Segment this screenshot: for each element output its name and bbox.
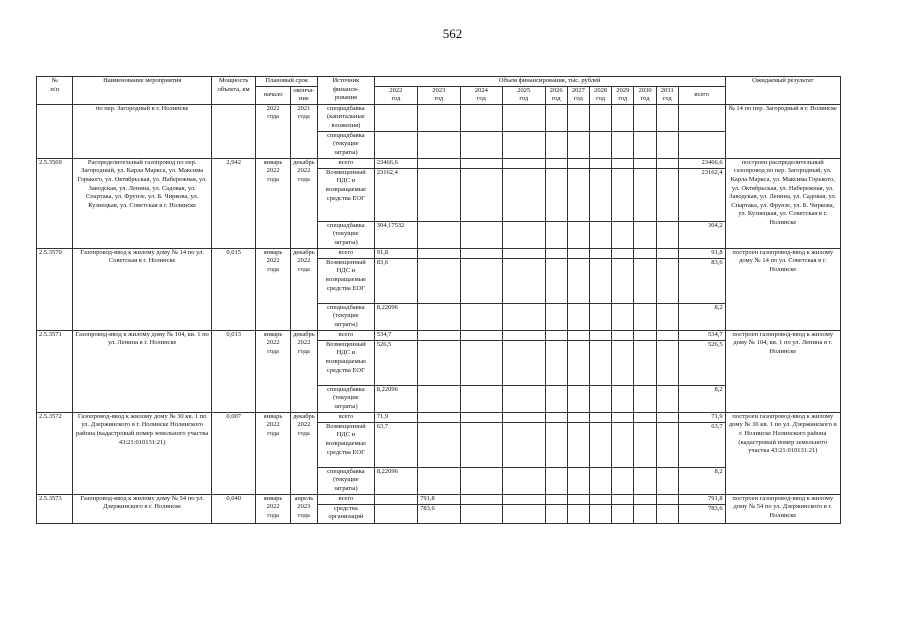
year-cell-empty xyxy=(567,467,589,494)
year-cell-2022 xyxy=(374,131,417,158)
year-cell-empty xyxy=(503,131,545,158)
year-cell-empty xyxy=(656,303,678,330)
table-row xyxy=(37,248,841,258)
item-name: Газопровод-ввод к жилому дому № 30 кв. 1 по ул. Дзержинского в г. Нолинске Нолинского района (кадастровый номер земельного участка 43:21:010131:21) xyxy=(73,412,212,494)
year-cell-empty xyxy=(612,494,634,504)
year-cell-empty xyxy=(612,340,634,385)
item-num: 2.5.3573 xyxy=(37,494,73,523)
item-result: построен газопровод-ввод к жилому дому № 14 по ул. Советская в г. Нолинске xyxy=(725,248,840,330)
year-cell-empty xyxy=(634,104,656,131)
year-cell-empty xyxy=(545,104,567,131)
year-cell-empty xyxy=(656,221,678,248)
year-cell-empty xyxy=(656,248,678,258)
year-cell-empty xyxy=(589,131,611,158)
item-start: январь 2022 года xyxy=(256,494,290,523)
year-cell-empty xyxy=(612,168,634,221)
source-cell: всего xyxy=(318,412,375,422)
table-row xyxy=(37,158,841,168)
cont-capacity xyxy=(211,104,255,158)
item-capacity: 0,007 xyxy=(211,412,255,494)
year-cell-empty xyxy=(612,504,634,523)
item-capacity: 0,013 xyxy=(211,330,255,412)
year-cell-2022: 23466,6 xyxy=(374,158,417,168)
year-cell-2023: 783,6 xyxy=(418,504,460,523)
header-year-2031: 2031 год xyxy=(656,86,678,104)
total-cell: 71,9 xyxy=(678,412,725,422)
total-cell: 63,7 xyxy=(678,422,725,467)
source-cell: спецнадбавка (текущие затраты) xyxy=(318,303,375,330)
item-name: Газопровод-ввод к жилому дому № 104, кв. 1 по ул. Ленина в г. Нолинске xyxy=(73,330,212,412)
year-cell-empty xyxy=(589,104,611,131)
total-cell: 526,5 xyxy=(678,340,725,385)
year-cell-empty xyxy=(567,340,589,385)
header-term-end: оконча- ние xyxy=(290,86,317,104)
year-cell-empty xyxy=(567,158,589,168)
table-row xyxy=(37,494,841,504)
year-cell-2022 xyxy=(374,494,417,504)
year-cell-empty xyxy=(545,258,567,303)
header-result: Ожидаемый результат xyxy=(725,77,840,105)
year-cell-empty xyxy=(567,168,589,221)
year-cell-empty xyxy=(503,330,545,340)
year-cell-empty xyxy=(589,248,611,258)
item-name: Газопровод-ввод к жилому дому № 54 по ул. Дзержинского в г. Нолинске xyxy=(73,494,212,523)
total-cell: 91,8 xyxy=(678,248,725,258)
year-cell-empty xyxy=(589,330,611,340)
item-end: декабрь 2022 года xyxy=(290,158,317,248)
year-cell-2023 xyxy=(418,385,460,412)
year-cell-empty xyxy=(634,131,656,158)
year-cell-empty xyxy=(567,303,589,330)
source-cell: всего xyxy=(318,494,375,504)
year-cell-empty xyxy=(567,258,589,303)
year-cell-2023 xyxy=(418,158,460,168)
year-cell-empty xyxy=(503,168,545,221)
year-cell-empty xyxy=(567,412,589,422)
header-term: Плановый срок xyxy=(256,77,318,87)
header-year-2025: 2025 год xyxy=(503,86,545,104)
source-cell: средства организаций xyxy=(318,504,375,523)
year-cell-2022: 526,5 xyxy=(374,340,417,385)
item-capacity: 2,942 xyxy=(211,158,255,248)
year-cell-empty xyxy=(634,248,656,258)
header-year-2022: 2022 год xyxy=(374,86,417,104)
year-cell-2023 xyxy=(418,412,460,422)
financing-table xyxy=(36,76,841,524)
year-cell-empty xyxy=(545,330,567,340)
item-start: январь 2022 года xyxy=(256,412,290,494)
year-cell-empty xyxy=(612,422,634,467)
item-num: 2.5.3572 xyxy=(37,412,73,494)
year-cell-2023 xyxy=(418,340,460,385)
year-cell-empty xyxy=(503,504,545,523)
year-cell-empty xyxy=(567,131,589,158)
year-cell-empty xyxy=(460,258,502,303)
year-cell-empty xyxy=(612,248,634,258)
total-cell: 23466,6 xyxy=(678,158,725,168)
source-cell: спецнадбавка (текущие затраты) xyxy=(318,385,375,412)
total-cell: 783,6 xyxy=(678,504,725,523)
year-cell-empty xyxy=(460,221,502,248)
source-cell: всего xyxy=(318,158,375,168)
year-cell-empty xyxy=(460,104,502,131)
year-cell-empty xyxy=(589,504,611,523)
source-cell: спецнадбавка (текущие затраты) xyxy=(318,221,375,248)
table-row xyxy=(37,330,841,340)
year-cell-empty xyxy=(503,248,545,258)
header-name: Наименование мероприятия xyxy=(73,77,212,105)
year-cell-empty xyxy=(634,258,656,303)
year-cell-2022: 8,22096 xyxy=(374,303,417,330)
item-result: построен газопровод-ввод к жилому дому № 30 кв. 1 по ул. Дзержинского в г. Нолинске Нолинского района (кадастровый номер земельного участка 43:21:010131:21) xyxy=(725,412,840,494)
year-cell-2022: 63,7 xyxy=(374,422,417,467)
year-cell-empty xyxy=(634,467,656,494)
year-cell-empty xyxy=(460,467,502,494)
year-cell-empty xyxy=(503,422,545,467)
year-cell-empty xyxy=(634,221,656,248)
year-cell-empty xyxy=(567,221,589,248)
year-cell-empty xyxy=(589,422,611,467)
year-cell-empty xyxy=(460,248,502,258)
year-cell-empty xyxy=(567,330,589,340)
year-cell-empty xyxy=(656,258,678,303)
item-end: декабрь 2022 года xyxy=(290,330,317,412)
item-start: январь 2022 года xyxy=(256,158,290,248)
item-end: декабрь 2022 года xyxy=(290,412,317,494)
year-cell-empty xyxy=(503,303,545,330)
year-cell-empty xyxy=(567,248,589,258)
item-num: 2.5.3570 xyxy=(37,248,73,330)
year-cell-2022: 304,17532 xyxy=(374,221,417,248)
year-cell-empty xyxy=(656,168,678,221)
year-cell-empty xyxy=(460,385,502,412)
year-cell-empty xyxy=(545,385,567,412)
source-cell: Возмещенный НДС и возвращаемые средства ЕОГ xyxy=(318,340,375,385)
year-cell-empty xyxy=(656,340,678,385)
year-cell-empty xyxy=(589,258,611,303)
year-cell-empty xyxy=(460,303,502,330)
source-cell: Возмещенный НДС и возвращаемые средства ЕОГ xyxy=(318,168,375,221)
year-cell-empty xyxy=(612,258,634,303)
year-cell-empty xyxy=(460,131,502,158)
year-cell-empty xyxy=(589,303,611,330)
total-cell: 8,2 xyxy=(678,385,725,412)
year-cell-empty xyxy=(567,422,589,467)
year-cell-2023 xyxy=(418,303,460,330)
year-cell-empty xyxy=(503,412,545,422)
year-cell-empty xyxy=(634,412,656,422)
year-cell-empty xyxy=(589,494,611,504)
year-cell-empty xyxy=(656,467,678,494)
header-source: Источник финанси- рования xyxy=(318,77,375,105)
item-result: построен газопровод-ввод к жилому дому № 104, кв. 1 по ул. Ленина в г. Нолинске xyxy=(725,330,840,412)
cont-name: по пер. Загородный в г. Нолинске xyxy=(73,104,212,158)
cont-end: 2021 года xyxy=(290,104,317,158)
total-cell: 534,7 xyxy=(678,330,725,340)
year-cell-empty xyxy=(612,467,634,494)
header-num: № п/п xyxy=(37,77,73,105)
year-cell-2022: 91,8 xyxy=(374,248,417,258)
total-cell xyxy=(678,104,725,131)
year-cell-empty xyxy=(656,494,678,504)
year-cell-empty xyxy=(612,412,634,422)
year-cell-2023 xyxy=(418,467,460,494)
year-cell-empty xyxy=(460,340,502,385)
year-cell-empty xyxy=(545,131,567,158)
source-cell: Возмещенный НДС и возвращаемые средства ЕОГ xyxy=(318,258,375,303)
item-num: 2.5.3569 xyxy=(37,158,73,248)
item-start: январь 2022 года xyxy=(256,248,290,330)
header-year-2029: 2029 год xyxy=(612,86,634,104)
cont-start: 2022 года xyxy=(256,104,290,158)
year-cell-empty xyxy=(460,494,502,504)
year-cell-2023 xyxy=(418,104,460,131)
header-year-2026: 2026 год xyxy=(545,86,567,104)
year-cell-empty xyxy=(503,158,545,168)
year-cell-empty xyxy=(656,422,678,467)
year-cell-empty xyxy=(567,104,589,131)
cont-source: спецнадбавка (текущие затраты) xyxy=(318,131,375,158)
total-cell: 8,2 xyxy=(678,467,725,494)
year-cell-empty xyxy=(545,158,567,168)
year-cell-empty xyxy=(460,158,502,168)
year-cell-empty xyxy=(589,385,611,412)
year-cell-empty xyxy=(545,467,567,494)
year-cell-2023 xyxy=(418,221,460,248)
year-cell-empty xyxy=(589,340,611,385)
year-cell-empty xyxy=(656,104,678,131)
year-cell-empty xyxy=(612,330,634,340)
year-cell-empty xyxy=(460,422,502,467)
year-cell-empty xyxy=(545,340,567,385)
year-cell-empty xyxy=(612,158,634,168)
year-cell-2022 xyxy=(374,504,417,523)
year-cell-empty xyxy=(567,494,589,504)
year-cell-2022 xyxy=(374,104,417,131)
year-cell-2022: 8,22096 xyxy=(374,385,417,412)
year-cell-empty xyxy=(545,412,567,422)
item-start: январь 2022 года xyxy=(256,330,290,412)
year-cell-empty xyxy=(503,467,545,494)
year-cell-empty xyxy=(545,494,567,504)
table-body xyxy=(37,104,841,523)
year-cell-2022: 23162,4 xyxy=(374,168,417,221)
year-cell-empty xyxy=(545,221,567,248)
year-cell-empty xyxy=(634,504,656,523)
year-cell-empty xyxy=(656,504,678,523)
year-cell-empty xyxy=(612,385,634,412)
year-cell-empty xyxy=(589,467,611,494)
year-cell-2022: 534,7 xyxy=(374,330,417,340)
item-result: построен распределительный газопровод по пер. Загородный, ул. Карла Маркса, ул. Максима Горького, ул. Октябрьская, ул. Набережная, ул. Заводская, ул. Ленина, ул. Садовая, ул. Спартака, ул. Фрунзе, ул. Б. Чиркова, ул. Кузнецкая, ул. Советская в г. Нолинске xyxy=(725,158,840,248)
year-cell-empty xyxy=(634,158,656,168)
total-cell: 304,2 xyxy=(678,221,725,248)
year-cell-empty xyxy=(545,303,567,330)
header-capacity: Мощность объекта, км xyxy=(211,77,255,105)
year-cell-empty xyxy=(656,412,678,422)
source-cell: всего xyxy=(318,330,375,340)
table-row xyxy=(37,412,841,422)
year-cell-empty xyxy=(503,221,545,248)
year-cell-empty xyxy=(612,104,634,131)
total-cell: 791,8 xyxy=(678,494,725,504)
header-term-start: начало xyxy=(256,86,290,104)
year-cell-2023 xyxy=(418,330,460,340)
year-cell-2023 xyxy=(418,168,460,221)
header-year-2023: 2023 год xyxy=(418,86,460,104)
year-cell-empty xyxy=(567,385,589,412)
year-cell-empty xyxy=(460,330,502,340)
year-cell-empty xyxy=(567,504,589,523)
page-number: 562 xyxy=(442,26,463,41)
year-cell-empty xyxy=(589,168,611,221)
year-cell-2023 xyxy=(418,258,460,303)
item-end: декабрь 2022 года xyxy=(290,248,317,330)
year-cell-empty xyxy=(545,248,567,258)
year-cell-empty xyxy=(656,330,678,340)
year-cell-2022: 83,6 xyxy=(374,258,417,303)
year-cell-empty xyxy=(634,422,656,467)
header-year-2024: 2024 год xyxy=(460,86,502,104)
source-cell: Возмещенный НДС и возвращаемые средства ЕОГ xyxy=(318,422,375,467)
year-cell-empty xyxy=(634,385,656,412)
year-cell-2023 xyxy=(418,422,460,467)
year-cell-empty xyxy=(545,422,567,467)
year-cell-2022: 71,9 xyxy=(374,412,417,422)
year-cell-empty xyxy=(503,340,545,385)
year-cell-empty xyxy=(460,168,502,221)
header-year-2027: 2027 год xyxy=(567,86,589,104)
source-cell: спецнадбавка (текущие затраты) xyxy=(318,467,375,494)
year-cell-empty xyxy=(545,504,567,523)
table-row xyxy=(37,104,841,131)
year-cell-empty xyxy=(634,340,656,385)
year-cell-empty xyxy=(460,412,502,422)
total-cell: 83,6 xyxy=(678,258,725,303)
header-year-2030: 2030 год xyxy=(634,86,656,104)
cont-source: спецнадбавка (капитальные вложения) xyxy=(318,104,375,131)
year-cell-empty xyxy=(503,494,545,504)
total-cell: 23162,4 xyxy=(678,168,725,221)
year-cell-empty xyxy=(460,504,502,523)
year-cell-empty xyxy=(612,131,634,158)
year-cell-empty xyxy=(589,221,611,248)
header-total: всего xyxy=(678,86,725,104)
year-cell-empty xyxy=(612,221,634,248)
year-cell-empty xyxy=(634,494,656,504)
year-cell-2023 xyxy=(418,248,460,258)
item-name: Газопровод-ввод к жилому дому № 14 по ул. Советская в г. Нолинске xyxy=(73,248,212,330)
year-cell-empty xyxy=(634,168,656,221)
year-cell-empty xyxy=(503,104,545,131)
total-cell xyxy=(678,131,725,158)
year-cell-empty xyxy=(545,168,567,221)
total-cell: 8,2 xyxy=(678,303,725,330)
source-cell: всего xyxy=(318,248,375,258)
header-year-2028: 2028 год xyxy=(589,86,611,104)
cont-result: № 14 по пер. Загородный в г. Нолинске xyxy=(725,104,840,158)
item-num: 2.5.3571 xyxy=(37,330,73,412)
year-cell-2022: 8,22096 xyxy=(374,467,417,494)
year-cell-empty xyxy=(503,258,545,303)
item-capacity: 0,040 xyxy=(211,494,255,523)
item-result: построен газопровод-ввод к жилому дому № 54 по ул. Дзержинского в г. Нолинске xyxy=(725,494,840,523)
item-capacity: 0,015 xyxy=(211,248,255,330)
item-name: Распределительный газопровод по пер. Загородный, ул. Карла Маркса, ул. Максима Горького, ул. Октябрьская, ул. Набережная, ул. Заводская, ул. Ленина, ул. Садовая, ул. Спартака, ул. Фрунзе, ул. Б. Чиркова, ул. Кузнецкая, ул. Советская в г. Нолинске xyxy=(73,158,212,248)
cont-num xyxy=(37,104,73,158)
year-cell-2023: 791,8 xyxy=(418,494,460,504)
year-cell-2023 xyxy=(418,131,460,158)
year-cell-empty xyxy=(634,303,656,330)
year-cell-empty xyxy=(656,158,678,168)
year-cell-empty xyxy=(656,131,678,158)
year-cell-empty xyxy=(612,303,634,330)
item-end: апрель 2023 года xyxy=(290,494,317,523)
year-cell-empty xyxy=(589,158,611,168)
header-volume: Объем финансирования, тыс. рублей xyxy=(374,77,725,87)
year-cell-empty xyxy=(656,385,678,412)
year-cell-empty xyxy=(589,412,611,422)
year-cell-empty xyxy=(634,330,656,340)
year-cell-empty xyxy=(503,385,545,412)
table-header xyxy=(37,77,841,105)
